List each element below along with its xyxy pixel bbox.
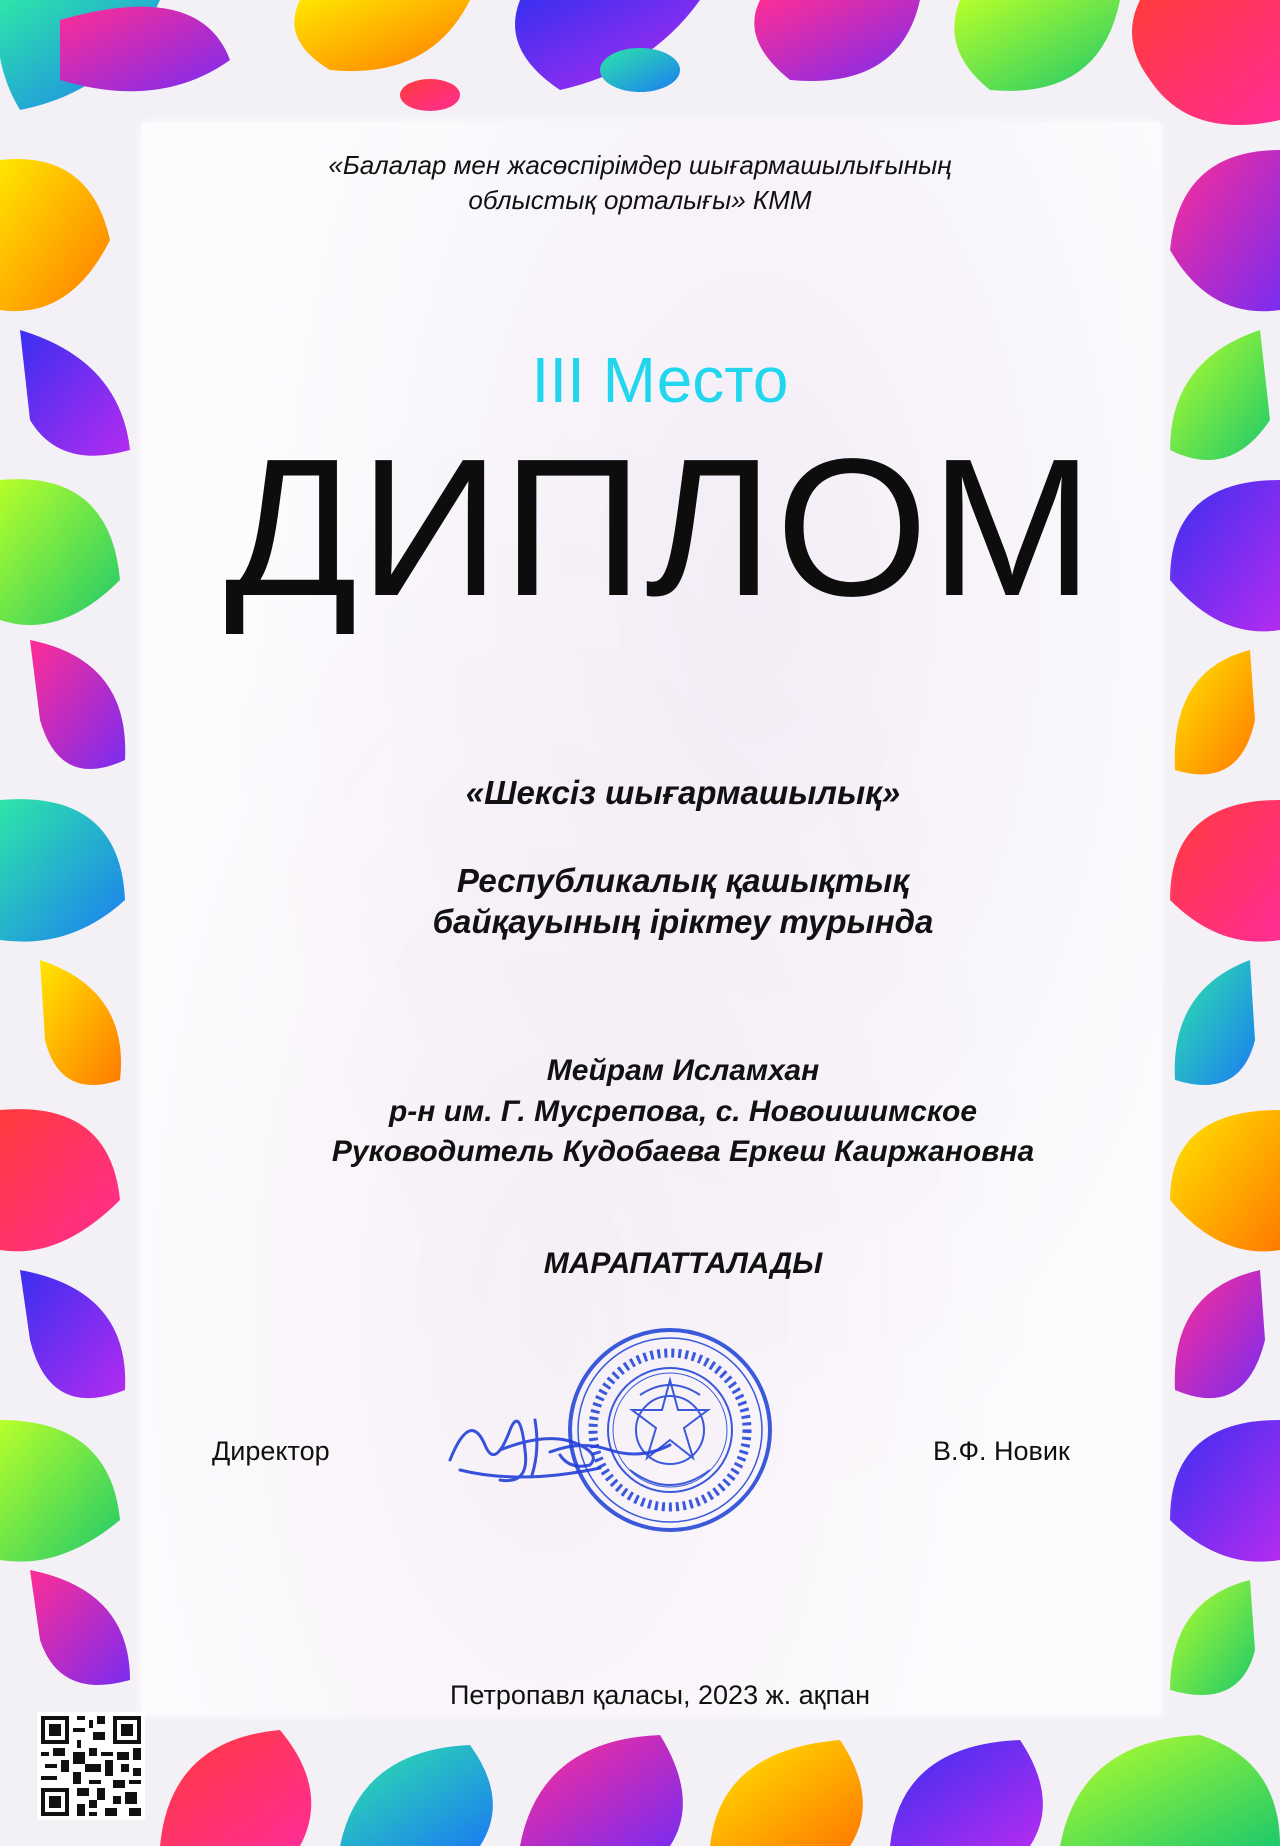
- recipient-leader: Руководитель Кудобаева Еркеш Каиржановна: [331, 1135, 1035, 1168]
- signatory-title: Директор: [212, 1436, 330, 1466]
- recipient-district: р-н им. Г. Мусрепова, с. Новоишимское: [388, 1095, 978, 1128]
- recipient-name: Мейрам Исламхан: [546, 1054, 820, 1087]
- place-label: III Место: [531, 344, 789, 416]
- awarded-label: МАРАПАТТАЛАДЫ: [543, 1247, 823, 1280]
- location-date: Петропавл қаласы, 2023 ж. ақпан: [449, 1680, 871, 1710]
- contest-type-line-2: байқауының іріктеу турында: [432, 903, 934, 940]
- organization-line-1: «Балалар мен жасөспірімдер шығармашылығының: [328, 150, 952, 180]
- signatory-name: В.Ф. Новик: [933, 1436, 1070, 1466]
- diploma-title: ДИПЛОМ: [224, 418, 1096, 637]
- contest-name: «Шексіз шығармашылық»: [465, 774, 901, 811]
- organization-line-2: облыстық орталығы» КММ: [468, 185, 812, 215]
- contest-type-line-1: Республикалық қашықтық: [456, 862, 910, 899]
- qr-code-icon: [37, 1712, 145, 1820]
- signature-icon: [440, 1390, 680, 1500]
